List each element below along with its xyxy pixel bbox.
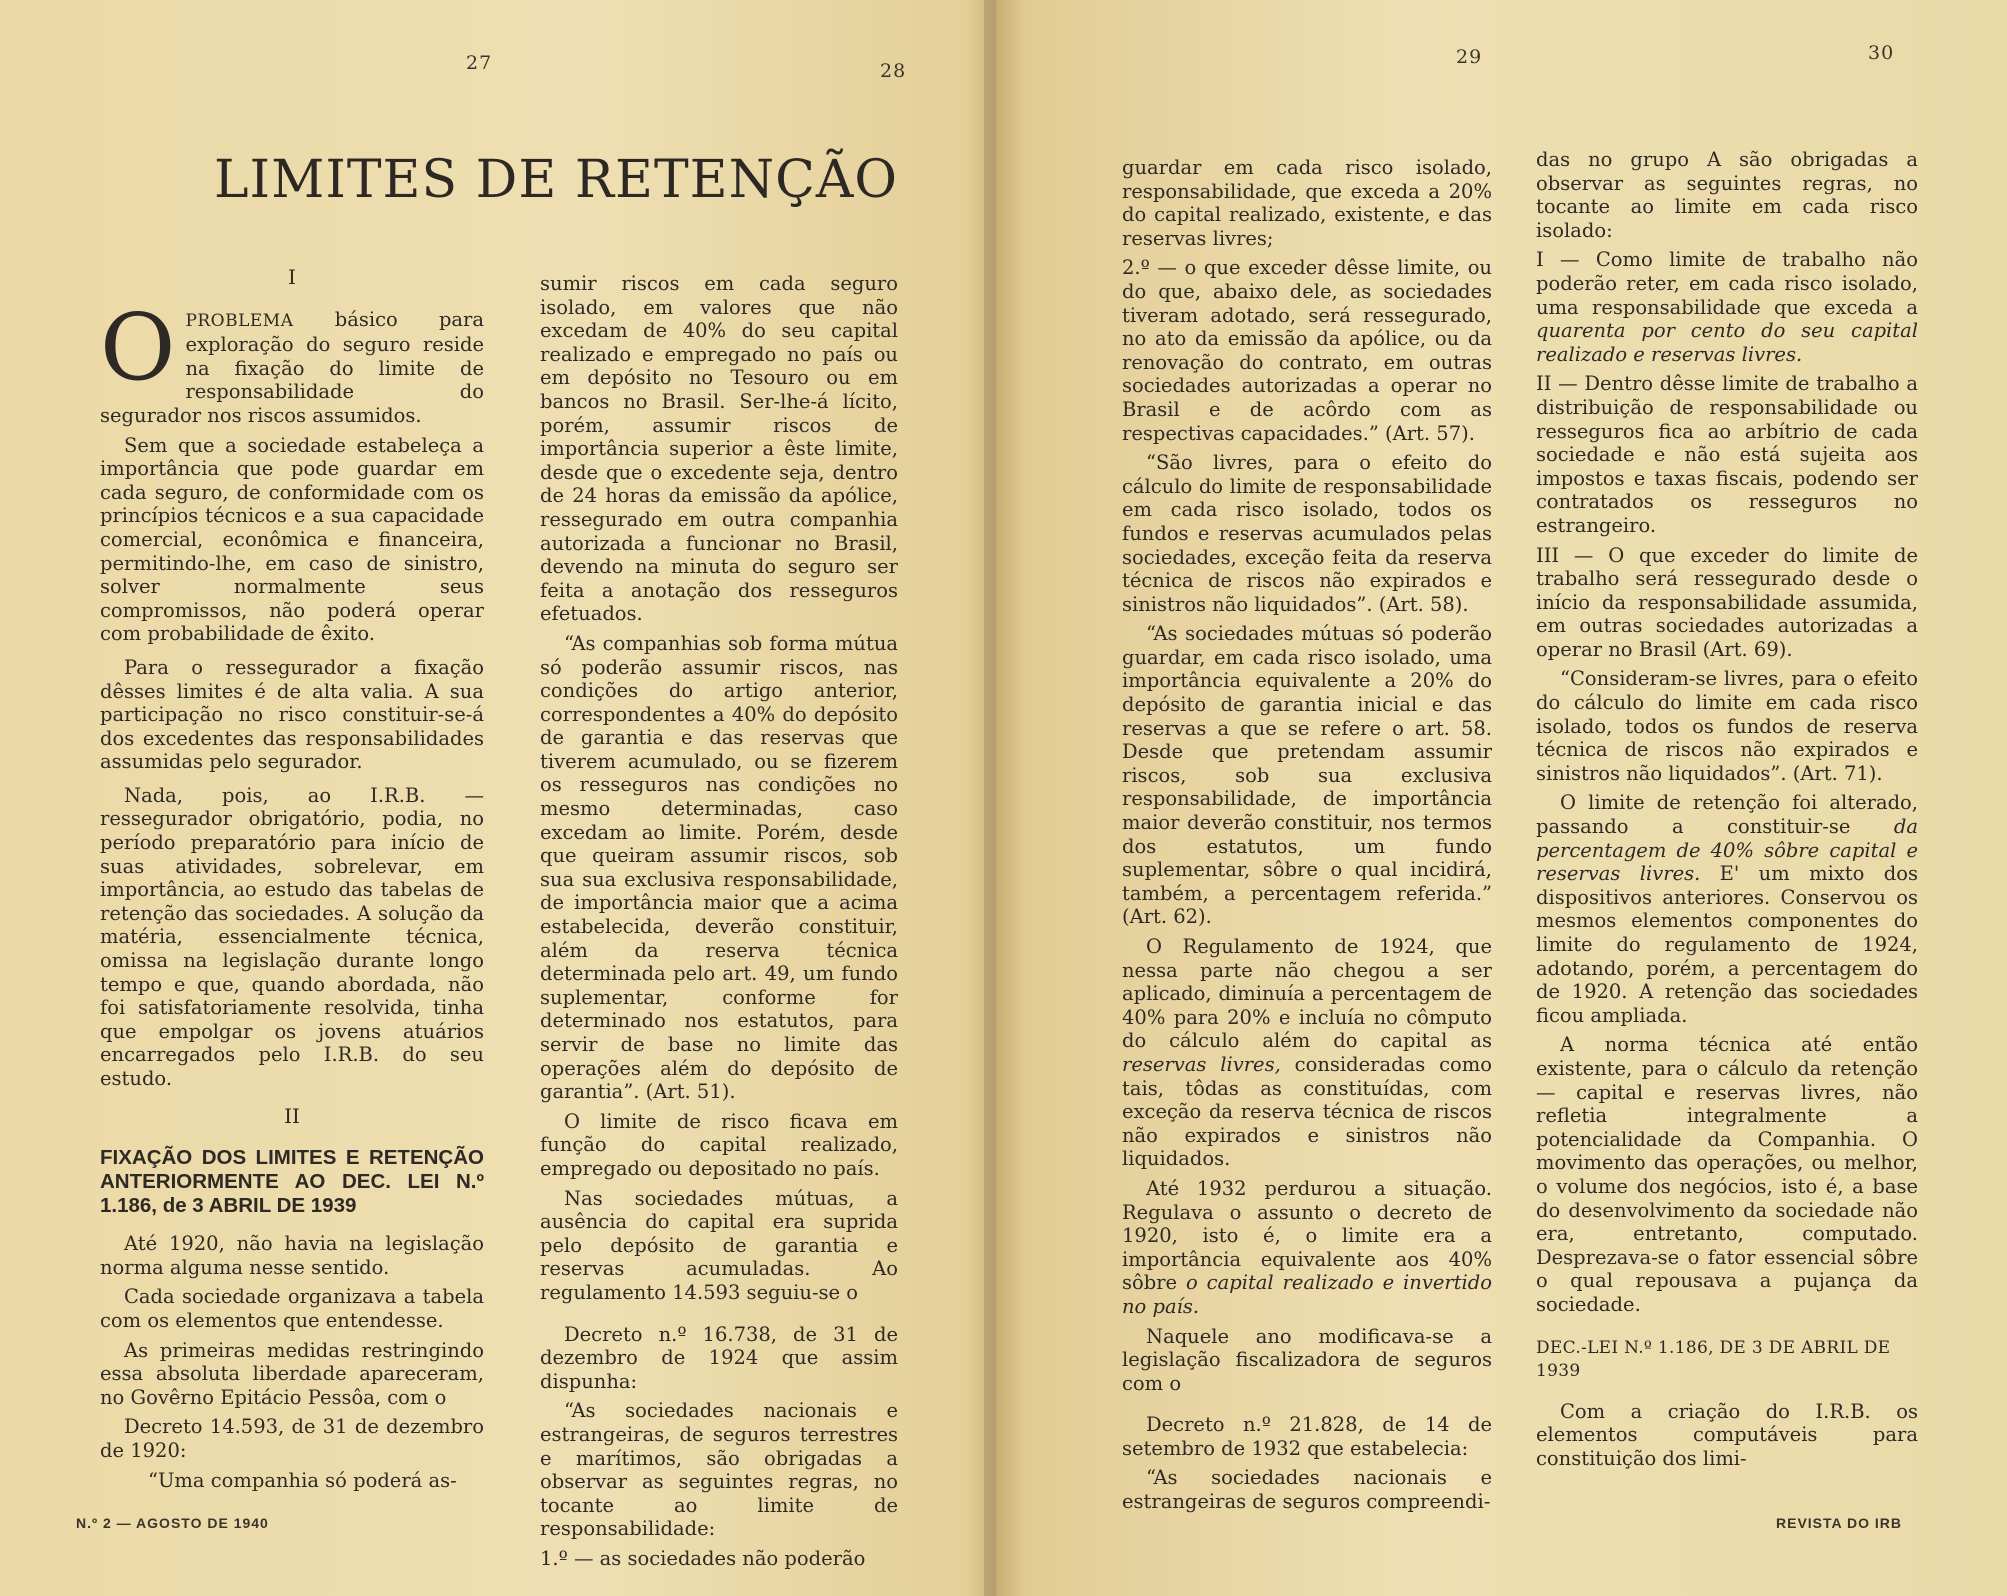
paragraph: 1.º — as sociedades não poderão xyxy=(540,1546,866,1570)
column-4 xyxy=(1536,148,1918,1476)
left-page xyxy=(0,0,996,1596)
quote-paragraph: “As sociedades nacionais e estrangeiras, de seguros terrestres e marítimos, são obrigadas a observar as seguintes regras, no tocante ao limite de responsabilidade: xyxy=(540,1399,898,1541)
paragraph: A norma técnica até então existente, para o cálculo da retenção — capital e reservas livres, não refletia integralmente a potencialidade da Companhia. O movimento das operações, ou melhor, o volume dos negócios, isto é, a base do desenvolvimento da sociedade não era, entretanto, computado. Desprezava-se o fator essencial sôbre o qual repousava a pujança da sociedade. xyxy=(1536,1033,1918,1316)
text-run: O Regulamento de 1924, que nessa parte não chegou a ser aplicado, diminuía a percentagem de 40% para 20% e incluía no cômputo do cálculo além do capital as xyxy=(1122,935,1492,1053)
paragraph: Até 1920, não havia na legislação norma alguma nesse sentido. xyxy=(100,1232,484,1279)
paragraph: Com a criação do I.R.B. os elementos computáveis para constituição dos limi- xyxy=(1536,1399,1918,1470)
paragraph: Naquele ano modificava-se a legislação fiscalizadora de seguros com o xyxy=(1122,1324,1492,1395)
column-1 xyxy=(100,262,484,1498)
page-number-30: 30 xyxy=(1868,42,1895,64)
quote-start: “Uma companhia só poderá as- xyxy=(148,1468,457,1492)
paragraph: Para o ressegurador a fixação dêsses limites é de alta valia. A sua participação no risco constituir-se-á dos excedentes das responsabilidades assumidas pelo segurador. xyxy=(100,655,484,774)
decree-reference: Decreto n.º 21.828, de 14 de setembro de 1932 que estabelecia: xyxy=(1122,1413,1492,1460)
emphasis: reservas livres, xyxy=(1122,1052,1281,1076)
paragraph: Nas sociedades mútuas, a ausência do capital era suprida pelo depósito de garantia e reservas acumuladas. Ao regulamento 14.593 seguiu-se o xyxy=(540,1186,898,1304)
paragraph xyxy=(1122,1177,1492,1319)
text-run: E' um mixto dos dispositivos anteriores. Conservou os mesmos elementos componentes do limite do regulamento de 1924, adotando, porém, a percentagem do de 1920. A retenção das sociedades ficou ampliada. xyxy=(1536,862,1918,1027)
decree-reference: Decreto n.º 16.738, de 31 de dezembro de 1924 que assim dispunha: xyxy=(540,1322,898,1393)
footer-magazine: REVISTA DO IRB xyxy=(1776,1515,1903,1531)
rule-item-1 xyxy=(1536,248,1918,366)
column-3 xyxy=(1122,156,1492,1520)
paragraph: 2.º — o que exceder dêsse limite, ou do que, abaixo dele, as sociedades tiveram adotado, será ressegurado, no ato da emissão da apólice, ou da renovação do contrato, em outras sociedades autorizadas a operar no Brasil e de acôrdo com as respectivas capacidades.” (Art. 57). xyxy=(1122,256,1492,445)
paragraph: Nada, pois, ao I.R.B. — ressegurador obrigatório, podia, no período preparatório para início de suas atividades, sobrelevar, em importância, ao estudo das tabelas de retenção das sociedades. A solução da matéria, essencialmente técnica, omissa na legislação durante longo tempo e que, quando abordada, não foi satisfatoriamente resolvida, tinha que empolgar os jovens atuários encarregados pelo I.R.B. do seu estudo. xyxy=(100,783,484,1090)
page-number-28: 28 xyxy=(880,60,907,82)
paragraph: guardar em cada risco isolado, responsabilidade, que exceda a 20% do capital realizado, existente, e das reservas livres; xyxy=(1122,156,1492,250)
column-2 xyxy=(540,272,898,1576)
intro-lead-word: PROBLEMA xyxy=(185,310,294,331)
emphasis: o capital realizado e invertido no país. xyxy=(1122,1271,1492,1318)
quote-start: “As sociedades nacionais e estrangeiras de seguros compreendi- xyxy=(1122,1466,1492,1514)
text-run: O limite de retenção foi alterado, passando a constituir-se xyxy=(1536,791,1918,839)
text-run: Até 1932 perdurou a situação. Regulava o assunto o decreto de 1920, isto é, o limite era a importância equivalente aos 40% sôbre xyxy=(1122,1176,1492,1295)
paragraph: Sem que a sociedade estabeleça a importância que pode guardar em cada seguro, de conformidade com os princípios técnicos e a sua capacidade comercial, econômica e financeira, permitindo-lhe, em caso de sinistro, solver normalmente seus compromissos, não poderá operar com probabilidade de êxito. xyxy=(100,433,484,646)
intro-paragraph xyxy=(100,293,484,428)
paragraph: O limite de risco ficava em função do capital realizado, empregado ou depositado no país. xyxy=(540,1109,898,1180)
spine-shadow xyxy=(984,0,996,1596)
intro-text: básico para exploração do seguro reside na fixação do limite de responsabilidade do segurador nos riscos assumidos. xyxy=(100,307,484,427)
article-title: LIMITES DE RETENÇÃO xyxy=(214,150,899,210)
paragraph: das no grupo A são obrigadas a observar as seguintes regras, no tocante ao limite em cada risco isolado: xyxy=(1536,148,1918,242)
emphasis: quarenta por cento do seu capital realizado e reservas livres. xyxy=(1536,319,1918,366)
quote-paragraph: “As sociedades mútuas só poderão guardar, em cada risco isolado, uma importância equivalente a 20% do depósito de garantia inicial e das reservas a que se refere o art. 58. Desde que pretendam assumir riscos, sob sua exclusiva responsabilidade, de importância maior deverão constituir, nos termos dos estatutos, um fundo suplementar, sôbre o qual incidirá, também, a percentagem referida.” (Art. 62). xyxy=(1122,622,1492,929)
quote-paragraph: “As companhias sob forma mútua só poderão assumir riscos, nas condições do artigo anterior, correspondentes a 40% do depósito de garantia e das reservas que tiverem acumulado, ou se fizerem os resseguros nas condições no mesmo determinadas, caso excedam ao limite. Porém, desde que queiram assumir riscos, sob sua sua exclusiva responsabilidade, de importância maior que a acima estabelecida, deverão constituir, além da reserva técnica determinada pelo art. 49, um fundo suplementar, conforme for determinado nos estatutos, para servir de base no limite das operações além do depósito de garantia”. (Art. 51). xyxy=(540,631,898,1104)
right-page xyxy=(996,0,2007,1596)
quote-paragraph: “São livres, para o efeito do cálculo do limite de responsabilidade em cada risco isolado, todos os fundos e reservas acumulados pelas sociedades, exceção feita da reserva técnica de riscos não expirados e sinistros não liquidados”. (Art. 58). xyxy=(1122,451,1492,616)
section-heading: FIXAÇÃO DOS LIMITES E RETENÇÃO ANTERIORMENTE AO DEC. LEI N.º 1.186, de 3 ABRIL DE 1939 xyxy=(100,1146,484,1218)
decree-reference: Decreto 14.593, de 31 de dezembro de 1920: xyxy=(100,1415,484,1462)
footer-issue: N.º 2 — AGOSTO DE 1940 xyxy=(76,1515,269,1531)
text-run: consideradas como tais, tôdas as constituídas, com exceção da reserva técnica de riscos não expirados e sinistros não liquidados. xyxy=(1122,1052,1492,1171)
paragraph xyxy=(1536,791,1918,1027)
paragraph: As primeiras medidas restringindo essa absoluta liberdade apareceram, no Govêrno Epitácio Pessôa, com o xyxy=(100,1338,484,1409)
paragraph: sumir riscos em cada seguro isolado, em valores que não excedam de 40% do seu capital realizado e empregado no país ou em depósito no Tesouro ou em bancos no Brasil. Ser-lhe-á lícito, porém, assumir riscos de importância superior a êste limite, desde que o excedente seja, dentro de 24 horas da emissão da apólice, ressegurado em outra companhia autorizada a funcionar no Brasil, devendo na minuta do seguro ser feita a anotação dos resseguros efetuados. xyxy=(540,272,898,626)
emphasis: da percentagem de 40% sôbre capital e reservas livres. xyxy=(1536,815,1918,886)
rule-item-2: II — Dentro dêsse limite de trabalho a distribuição de responsabilidade ou resseguros fica ao arbítrio de cada sociedade e não está sujeita aos impostos e taxas fiscais, podendo ser contratados os resseguros no estrangeiro. xyxy=(1536,372,1918,537)
section-label-1: I xyxy=(288,265,296,289)
paragraph: Cada sociedade organizava a tabela com os elementos que entendesse. xyxy=(100,1285,484,1332)
page-number-29: 29 xyxy=(1456,46,1483,68)
paragraph xyxy=(1122,935,1492,1171)
drop-cap: O xyxy=(100,293,176,401)
quote-paragraph: “Consideram-se livres, para o efeito do cálculo do limite em cada risco isolado, todos os fundos de reserva técnica de riscos não expirados e sinistros não liquidados”. (Art. 71). xyxy=(1536,667,1918,785)
section-heading: DEC.-LEI N.º 1.186, DE 3 DE ABRIL DE 1939 xyxy=(1536,1337,1891,1382)
page-number-27: 27 xyxy=(466,52,493,74)
rule-item-3: III — O que exceder do limite de trabalho será ressegurado desde o início da responsabilidade assumida, em outras sociedades autorizadas a operar no Brasil (Art. 69). xyxy=(1536,543,1918,661)
text-run: I — Como limite de trabalho não poderão reter, em cada risco isolado, uma responsabilidade que exceda a xyxy=(1536,248,1918,319)
section-label-2: II xyxy=(284,1103,300,1128)
